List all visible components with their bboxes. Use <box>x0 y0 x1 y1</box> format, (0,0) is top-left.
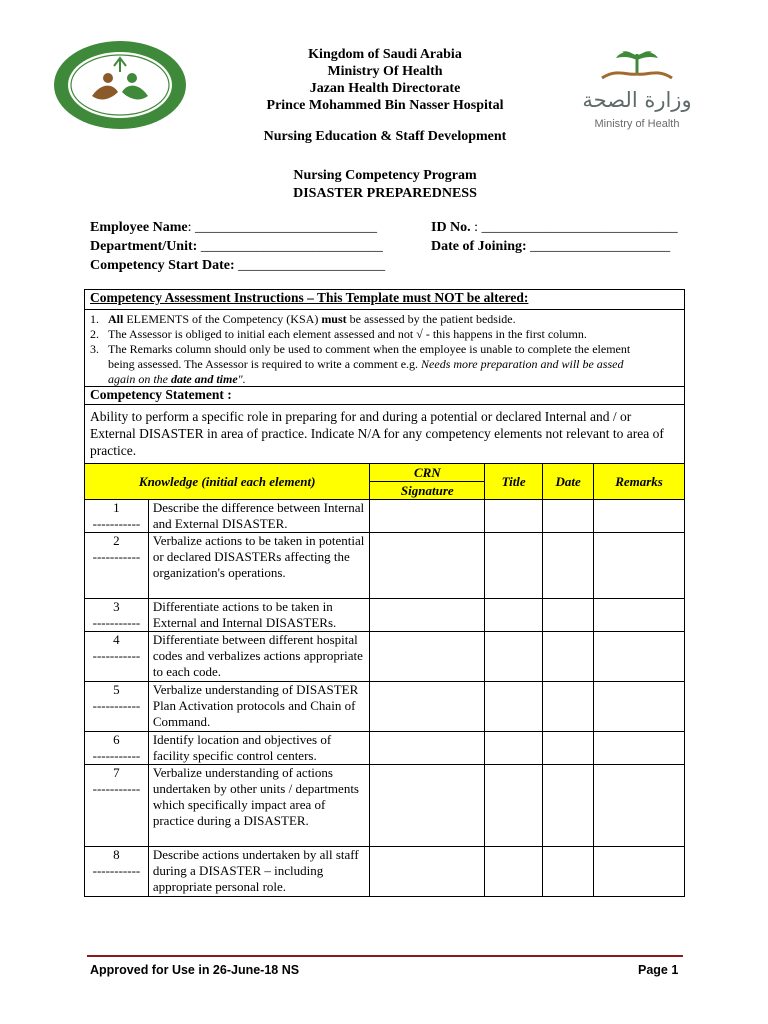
remarks-cell[interactable] <box>594 847 685 897</box>
title-cell[interactable] <box>485 732 543 765</box>
element-description: Identify location and objectives of facility specific control centers. <box>148 732 370 765</box>
initial-line: ----------- <box>92 748 141 763</box>
moh-arabic-text: وزارة الصحة <box>582 88 692 112</box>
instruction-item-3: 3. The Remarks column should only be used to comment when the employee is unable to complete the element <box>90 342 631 356</box>
initial-line: ----------- <box>92 863 141 878</box>
remarks-cell[interactable] <box>594 765 685 847</box>
ministry-of-health-logo <box>582 48 692 136</box>
date-cell[interactable] <box>543 847 594 897</box>
element-number-cell[interactable] <box>85 847 149 897</box>
remarks-cell[interactable] <box>594 732 685 765</box>
element-number-cell[interactable] <box>85 765 149 847</box>
palm-tree-icon <box>582 48 692 88</box>
title-cell[interactable] <box>485 599 543 632</box>
element-number: 7 <box>113 765 120 780</box>
title-cell[interactable] <box>485 682 543 732</box>
element-description: Describe the difference between Internal and External DISASTER. <box>148 500 370 533</box>
title-cell[interactable] <box>485 847 543 897</box>
initial-line: ----------- <box>92 549 141 564</box>
element-description: Differentiate between different hospital codes and verbalizes actions appropriate to each code. <box>148 632 370 682</box>
crn-signature-cell[interactable] <box>370 765 485 847</box>
crn-header: CRN <box>370 464 484 482</box>
date-cell[interactable] <box>543 765 594 847</box>
element-description: Verbalize understanding of DISASTER Plan Activation protocols and Chain of Command. <box>148 682 370 732</box>
date-cell[interactable] <box>543 682 594 732</box>
table-row <box>85 732 685 765</box>
crn-signature-cell[interactable] <box>370 847 485 897</box>
element-number-cell[interactable] <box>85 682 149 732</box>
crn-signature-cell[interactable] <box>370 500 485 533</box>
remarks-cell[interactable] <box>594 682 685 732</box>
element-number-cell[interactable] <box>85 599 149 632</box>
date-cell[interactable] <box>543 632 594 682</box>
date-of-joining-field[interactable]: Date of Joining: ____________________ <box>431 239 671 254</box>
crn-signature-cell[interactable] <box>370 599 485 632</box>
table-row <box>85 632 685 682</box>
initial-line: ----------- <box>92 698 141 713</box>
competency-start-date-field[interactable]: Competency Start Date: _____________________ <box>90 258 386 273</box>
program-heading: Nursing Competency Program <box>293 168 477 183</box>
remarks-cell[interactable] <box>594 632 685 682</box>
element-number: 2 <box>113 533 120 548</box>
header-line-2: Ministry Of Health <box>327 64 443 79</box>
hospital-seal-logo <box>52 40 188 130</box>
table-row <box>85 500 685 533</box>
divider <box>84 309 685 310</box>
remarks-header: Remarks <box>594 464 685 500</box>
element-number: 3 <box>113 599 120 614</box>
instructions-title: Competency Assessment Instructions – This Template must NOT be altered: <box>90 290 529 305</box>
statement-title: Competency Statement : <box>90 387 232 402</box>
table-row <box>85 533 685 599</box>
element-description: Differentiate actions to be taken in External and Internal DISASTERs. <box>148 599 370 632</box>
employee-name-field[interactable]: Employee Name: __________________________ <box>90 220 377 235</box>
statement-text: Ability to perform a specific role in preparing for and during a potential or declared Internal and / or External DISASTER in area of practice. Indicate N/A for any competency elements not relevant to area of practice. <box>90 409 664 458</box>
title-cell[interactable] <box>485 533 543 599</box>
initial-line: ----------- <box>92 516 141 531</box>
element-number: 8 <box>113 847 120 862</box>
table-row <box>85 847 685 897</box>
competency-table <box>84 463 685 897</box>
initial-line: ----------- <box>92 781 141 796</box>
header-line-4: Prince Mohammed Bin Nasser Hospital <box>266 98 504 113</box>
id-no-field[interactable]: ID No. : ____________________________ <box>431 220 678 235</box>
signature-header: Signature <box>400 483 454 498</box>
divider <box>84 404 685 405</box>
remarks-cell[interactable] <box>594 533 685 599</box>
page-number: Page 1 <box>638 963 679 977</box>
date-cell[interactable] <box>543 599 594 632</box>
title-cell[interactable] <box>485 765 543 847</box>
date-header: Date <box>543 464 594 500</box>
date-cell[interactable] <box>543 732 594 765</box>
element-number: 6 <box>113 732 120 747</box>
title-cell[interactable] <box>485 500 543 533</box>
crn-signature-cell[interactable] <box>370 682 485 732</box>
knowledge-header: Knowledge (initial each element) <box>85 464 370 500</box>
element-number-cell[interactable] <box>85 632 149 682</box>
crn-signature-header <box>370 464 485 500</box>
instruction-item-3-cont-2: again on the date and time". <box>108 372 246 386</box>
department-heading: Nursing Education & Staff Development <box>263 129 507 144</box>
remarks-cell[interactable] <box>594 500 685 533</box>
date-cell[interactable] <box>543 500 594 533</box>
element-number: 4 <box>113 632 120 647</box>
table-row <box>85 599 685 632</box>
department-unit-field[interactable]: Department/Unit: __________________________ <box>90 239 383 254</box>
initial-line: ----------- <box>92 615 141 630</box>
element-number-cell[interactable] <box>85 533 149 599</box>
table-header-row <box>85 464 685 500</box>
element-number-cell[interactable] <box>85 732 149 765</box>
table-row <box>85 682 685 732</box>
title-header: Title <box>485 464 543 500</box>
element-number: 1 <box>113 500 120 515</box>
header-line-3: Jazan Health Directorate <box>309 81 461 96</box>
crn-signature-cell[interactable] <box>370 533 485 599</box>
element-description: Describe actions undertaken by all staff during a DISASTER – including appropriate personal role. <box>148 847 370 897</box>
instruction-item-1: 1. All ELEMENTS of the Competency (KSA) must be assessed by the patient bedside. <box>90 312 516 326</box>
element-number: 5 <box>113 682 120 697</box>
element-number-cell[interactable] <box>85 500 149 533</box>
table-row <box>85 765 685 847</box>
crn-signature-cell[interactable] <box>370 732 485 765</box>
footer-rule <box>87 955 683 957</box>
crn-signature-cell[interactable] <box>370 632 485 682</box>
instruction-item-2: 2. The Assessor is obliged to initial each element assessed and not √ - this happens in the first column. <box>90 327 587 341</box>
initial-line: ----------- <box>92 648 141 663</box>
approval-note: Approved for Use in 26-June-18 NS <box>90 963 300 977</box>
title-cell[interactable] <box>485 632 543 682</box>
element-description: Verbalize understanding of actions undertaken by other units / departments which specifically impact area of practice during a DISASTER. <box>148 765 370 847</box>
remarks-cell[interactable] <box>594 599 685 632</box>
element-description: Verbalize actions to be taken in potential or declared DISASTERs affecting the organization's operations. <box>148 533 370 599</box>
header-line-1: Kingdom of Saudi Arabia <box>308 47 462 62</box>
document-title: DISASTER PREPAREDNESS <box>293 186 477 201</box>
date-cell[interactable] <box>543 533 594 599</box>
instruction-item-3-cont: being assessed. The Assessor is required to write a comment e.g. Needs more preparation and will be assed <box>108 357 624 371</box>
moh-english-text: Ministry of Health <box>594 118 680 130</box>
